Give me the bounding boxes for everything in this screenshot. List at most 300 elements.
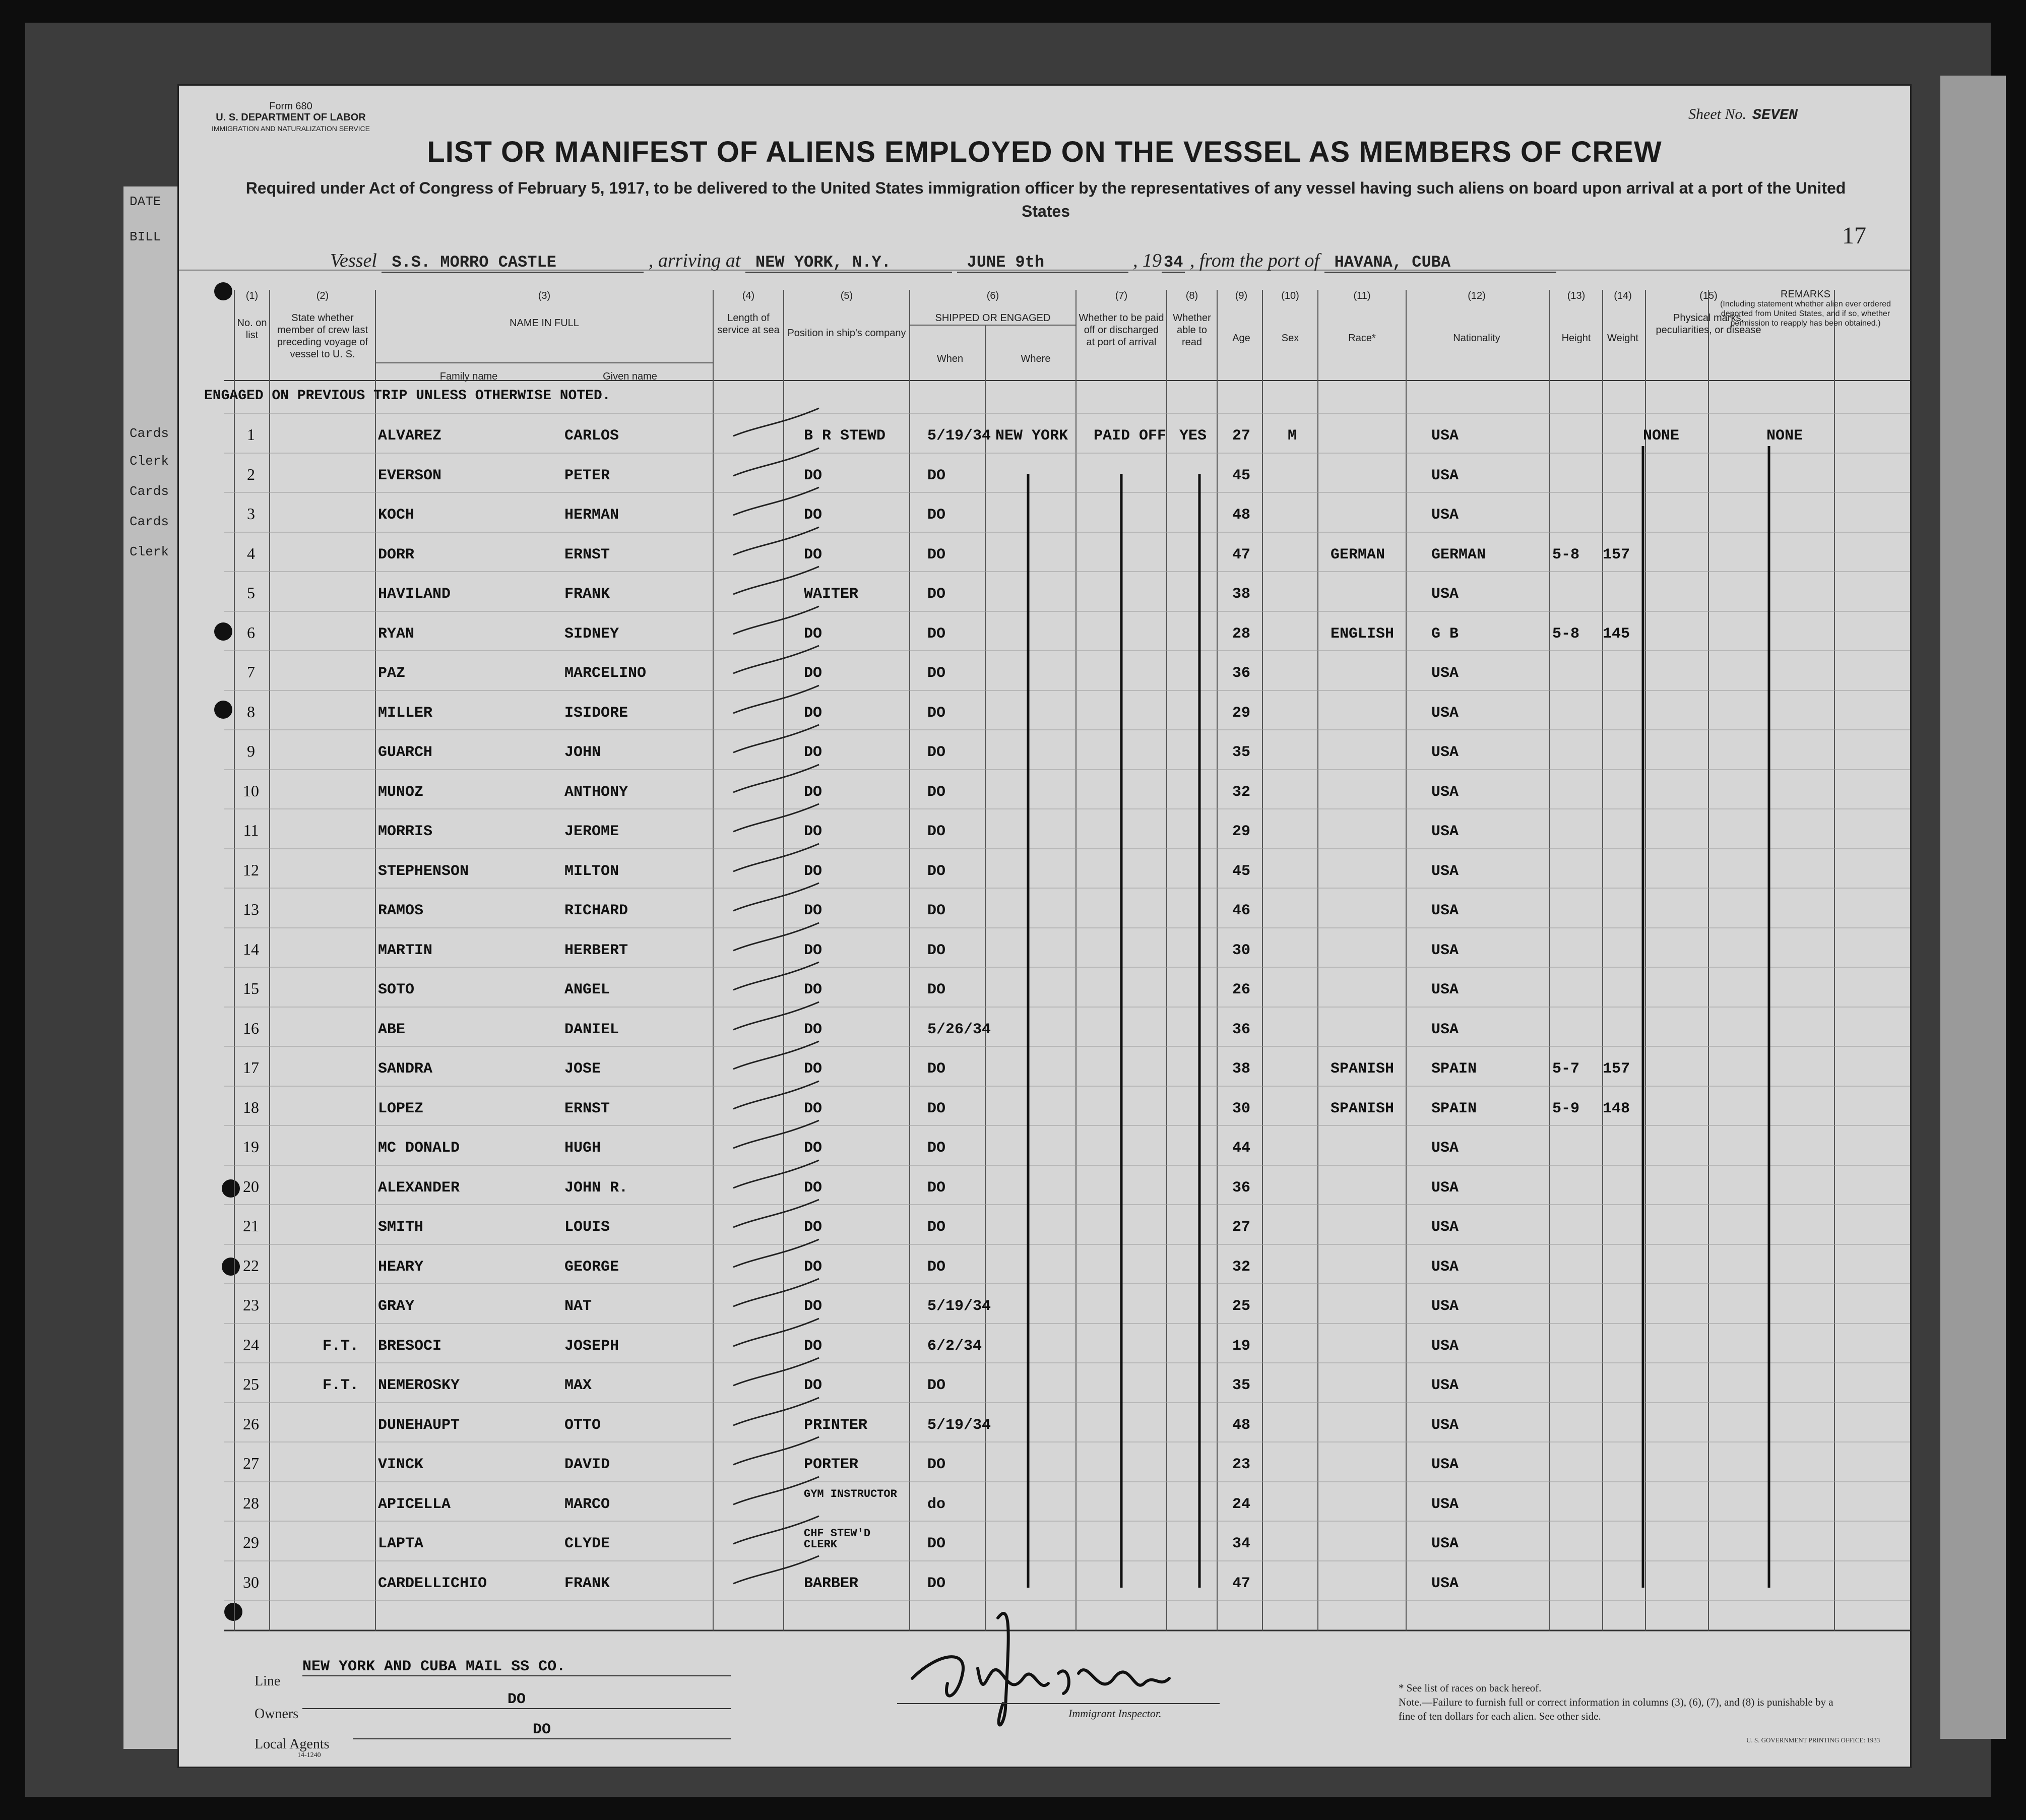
position-cell: DO (804, 1179, 822, 1197)
col-sublabel: Where (1021, 353, 1051, 364)
age-cell: 19 (1232, 1338, 1251, 1355)
col-label: State whether member of crew last preceding voyage of vessel to U. S. (277, 312, 368, 360)
arrival-date: JUNE 9th (957, 253, 1128, 273)
col-label: REMARKS (1781, 289, 1830, 300)
departure-port: HAVANA, CUBA (1324, 253, 1556, 273)
strip-label: BILL (130, 229, 161, 244)
col-num: (2) (316, 290, 329, 301)
section-note: ENGAGED ON PREVIOUS TRIP UNLESS OTHERWISE NOTED. (204, 388, 611, 404)
shipped-when-cell: DO (927, 546, 946, 563)
shipped-when-cell: DO (927, 1575, 946, 1592)
shipped-when-cell: DO (927, 1179, 946, 1197)
row-number: 28 (243, 1494, 259, 1512)
nationality-cell: USA (1431, 1377, 1459, 1394)
remarks-cell: NONE (1766, 427, 1803, 445)
family-name-cell: PAZ (378, 665, 406, 682)
col-label: SHIPPED OR ENGAGED (935, 312, 1051, 324)
able-to-read-cell: YES (1179, 427, 1207, 445)
footnote-penalty: Note.—Failure to furnish full or correct information in columns (3), (6), (7), and (8) is punishable by a fine of ten dollars for each alien. See other side. (1399, 1696, 1833, 1722)
shipped-when-cell: DO (927, 942, 946, 959)
position-cell: PRINTER (804, 1417, 868, 1434)
family-name-cell: MILLER (378, 705, 433, 722)
row-number: 7 (247, 663, 255, 681)
form-number: Form 680 (269, 101, 312, 112)
position-cell: DO (804, 1219, 822, 1236)
nationality-cell: G B (1431, 625, 1459, 643)
family-name-cell: ALVAREZ (378, 427, 442, 445)
family-name-cell: ALEXANDER (378, 1179, 460, 1197)
age-cell: 38 (1232, 1060, 1251, 1078)
shipped-when-cell: DO (927, 467, 946, 484)
given-name-cell: JOHN (564, 744, 601, 761)
family-name-cell: RYAN (378, 625, 415, 643)
given-name-cell: JOHN R. (564, 1179, 628, 1197)
shipped-when-cell: DO (927, 902, 946, 919)
row-number: 13 (243, 900, 259, 918)
position-cell: DO (804, 1338, 822, 1355)
shipped-when-cell: 5/26/34 (927, 1021, 991, 1038)
family-name-cell: MORRIS (378, 823, 433, 840)
row-number: 3 (247, 505, 255, 523)
given-name-cell: FRANK (564, 1575, 610, 1592)
position-cell: DO (804, 784, 822, 801)
shipped-where-cell: NEW YORK (995, 427, 1068, 445)
family-name-cell: VINCK (378, 1456, 424, 1473)
row-number: 2 (247, 465, 255, 483)
nationality-cell: USA (1431, 1496, 1459, 1513)
height-cell: 5-8 (1552, 546, 1580, 563)
nationality-cell: USA (1431, 665, 1459, 682)
col-num: (7) (1115, 290, 1128, 301)
strip-label: Cards (130, 426, 169, 441)
shipped-when-cell: do (927, 1496, 946, 1513)
nationality-cell: USA (1431, 1140, 1459, 1157)
col-label: Physical marks, peculiarities, or disease (1656, 312, 1761, 336)
age-cell: 26 (1232, 981, 1251, 998)
shipped-when-cell: DO (927, 705, 946, 722)
family-name-cell: RAMOS (378, 902, 424, 919)
nationality-cell: USA (1431, 1298, 1459, 1315)
col-header-2 (272, 290, 373, 360)
position-cell: WAITER (804, 586, 859, 603)
line-value: NEW YORK AND CUBA MAIL SS CO. (302, 1658, 731, 1676)
col-num: (1) (245, 290, 259, 301)
age-cell: 29 (1232, 823, 1251, 840)
sheet-number-value: SEVEN (1752, 107, 1798, 124)
height-cell: 5-7 (1552, 1060, 1580, 1078)
col-header-1 (237, 290, 267, 341)
row-number: 16 (243, 1019, 259, 1037)
col-header-14 (1603, 290, 1643, 344)
agents-value: DO (353, 1721, 731, 1739)
family-name-cell: SANDRA (378, 1060, 433, 1078)
row-number: 30 (243, 1573, 259, 1591)
age-cell: 47 (1232, 1575, 1251, 1592)
underlying-card-strip (123, 186, 181, 1749)
shipped-when-cell: 5/19/34 (927, 427, 991, 445)
family-name-cell: LOPEZ (378, 1100, 424, 1117)
owners-label: Owners (255, 1706, 299, 1722)
nationality-cell: USA (1431, 744, 1459, 761)
col-label: Weight (1607, 333, 1638, 344)
position-cell: DO (804, 942, 822, 959)
col-header-5 (786, 290, 907, 339)
family-name-cell: GRAY (378, 1298, 415, 1315)
family-name-cell: EVERSON (378, 467, 442, 484)
shipped-when-cell: DO (927, 1100, 946, 1117)
vessel-name: S.S. MORRO CASTLE (382, 253, 644, 273)
age-cell: 46 (1232, 902, 1251, 919)
position-cell: DO (804, 902, 822, 919)
family-name-cell: SMITH (378, 1219, 424, 1236)
nationality-cell: USA (1431, 981, 1459, 998)
family-name-cell: DORR (378, 546, 415, 563)
col-num: (5) (840, 290, 853, 301)
col-label: Sex (1281, 333, 1299, 344)
shipped-when-cell: DO (927, 784, 946, 801)
given-name-cell: JOSE (564, 1060, 601, 1078)
col-header-11 (1320, 290, 1404, 344)
col-num: (10) (1281, 290, 1299, 301)
col-label: No. on list (237, 318, 267, 341)
position-cell: PORTER (804, 1456, 859, 1473)
position-cell: GYM INSTRUCTOR (804, 1488, 897, 1500)
row-number: 29 (243, 1533, 259, 1551)
age-cell: 27 (1232, 427, 1251, 445)
given-name-cell: FRANK (564, 586, 610, 603)
col-sublabel: (Including statement whether alien ever ordered deported from United States, and if so, whether permission to reapply has been obtained.) (1720, 300, 1891, 328)
age-cell: 45 (1232, 863, 1251, 880)
age-cell: 45 (1232, 467, 1251, 484)
col-num: (12) (1468, 290, 1486, 301)
col-num: (8) (1185, 290, 1198, 301)
position-cell: DO (804, 863, 822, 880)
given-name-cell: JOSEPH (564, 1338, 619, 1355)
col-label: Position in ship's company (787, 328, 906, 339)
age-cell: 30 (1232, 942, 1251, 959)
given-name-cell: MARCELINO (564, 665, 647, 682)
col-sublabel: When (936, 353, 964, 364)
sheet-number (1688, 106, 1798, 124)
col-num: (3) (538, 290, 551, 301)
row-number: 24 (243, 1336, 259, 1354)
shipped-when-cell: DO (927, 507, 946, 524)
row-number: 4 (247, 544, 255, 562)
age-cell: 23 (1232, 1456, 1251, 1473)
age-cell: 24 (1232, 1496, 1251, 1513)
shipped-when-cell: DO (927, 1535, 946, 1552)
printer-imprint: U. S. GOVERNMENT PRINTING OFFICE: 1933 (1746, 1736, 1880, 1744)
col-label: Length of service at sea (717, 312, 780, 336)
col-header-6 (912, 290, 1073, 364)
position-cell: DO (804, 625, 822, 643)
nationality-cell: USA (1431, 942, 1459, 959)
given-name-cell: ISIDORE (564, 705, 628, 722)
given-name-cell: SIDNEY (564, 625, 619, 643)
arrival-year: 34 (1162, 253, 1185, 273)
position-cell: DO (804, 981, 822, 998)
nationality-cell: SPAIN (1431, 1100, 1477, 1117)
family-name-cell: APICELLA (378, 1496, 451, 1513)
shipped-when-cell: DO (927, 1219, 946, 1236)
family-name-cell: GUARCH (378, 744, 433, 761)
row-number: 9 (247, 742, 255, 760)
col-header-12 (1409, 290, 1545, 344)
page-subtitle: Required under Act of Congress of February 5, 1917, to be delivered to the United States immigration officer by the representatives of any vessel having such aliens on board upon arrival at a port of the United States (245, 179, 1846, 220)
nationality-cell: SPAIN (1431, 1060, 1477, 1078)
shipped-when-cell: DO (927, 1377, 946, 1394)
race-cell: GERMAN (1331, 546, 1385, 563)
col-header-8 (1169, 290, 1215, 348)
nationality-cell: USA (1431, 1021, 1459, 1038)
age-cell: 44 (1232, 1140, 1251, 1157)
family-name-cell: ABE (378, 1021, 406, 1038)
age-cell: 48 (1232, 507, 1251, 524)
shipped-when-cell: DO (927, 1259, 946, 1276)
nationality-cell: USA (1431, 863, 1459, 880)
position-cell: DO (804, 1060, 822, 1078)
page-number: 17 (1842, 222, 1866, 249)
shipped-when-cell: DO (927, 1456, 946, 1473)
family-name-cell: MC DONALD (378, 1140, 460, 1157)
given-name-cell: DANIEL (564, 1021, 619, 1038)
col-header-remarks (1711, 290, 1900, 328)
footnote-races: * See list of races on back hereof. (1399, 1682, 1542, 1694)
given-name-cell: NAT (564, 1298, 592, 1315)
family-name-cell: MARTIN (378, 942, 433, 959)
given-name-cell: CLYDE (564, 1535, 610, 1552)
shipped-when-cell: DO (927, 981, 946, 998)
sheet-number-label: Sheet No. (1688, 106, 1746, 122)
row-number: 18 (243, 1098, 259, 1116)
age-cell: 27 (1232, 1219, 1251, 1236)
arrival-port: NEW YORK, N.Y. (745, 253, 952, 273)
age-cell: 28 (1232, 625, 1251, 643)
weight-cell: 157 (1603, 1060, 1630, 1078)
row-number: 19 (243, 1138, 259, 1156)
position-cell: DO (804, 744, 822, 761)
position-cell: DO (804, 1377, 822, 1394)
shipped-when-cell: 5/19/34 (927, 1417, 991, 1434)
age-cell: 48 (1232, 1417, 1251, 1434)
row-number: 15 (243, 979, 259, 997)
nationality-cell: USA (1431, 586, 1459, 603)
given-name-cell: CARLOS (564, 427, 619, 445)
race-cell: ENGLISH (1331, 625, 1395, 643)
col-num: (11) (1353, 290, 1371, 301)
shipped-when-cell: DO (927, 665, 946, 682)
nationality-cell: USA (1431, 467, 1459, 484)
family-name-cell: BRESOCI (378, 1338, 442, 1355)
position-cell: CHF STEW'D CLERK (804, 1527, 871, 1551)
age-cell: 30 (1232, 1100, 1251, 1117)
row-number: 23 (243, 1296, 259, 1314)
col-label: Whether able to read (1173, 312, 1211, 348)
col-header-7 (1079, 290, 1164, 348)
nationality-cell: USA (1431, 1456, 1459, 1473)
given-name-cell: PETER (564, 467, 610, 484)
row-number: 8 (247, 703, 255, 721)
given-name-cell: JEROME (564, 823, 619, 840)
col-label: NAME IN FULL (510, 318, 579, 329)
given-name-cell: MAX (564, 1377, 592, 1394)
given-name-cell: ERNST (564, 546, 610, 563)
line-label: Line (255, 1673, 281, 1689)
shipped-when-cell: DO (927, 586, 946, 603)
family-name-cell: CARDELLICHIO (378, 1575, 487, 1592)
age-cell: 38 (1232, 586, 1251, 603)
row-number: 1 (247, 425, 255, 444)
age-cell: 47 (1232, 546, 1251, 563)
col-sublabel: Family name (439, 371, 498, 382)
nationality-cell: USA (1431, 507, 1459, 524)
age-cell: 36 (1232, 1021, 1251, 1038)
row-number: 20 (243, 1177, 259, 1196)
prev-voyage-cell: F.T. (323, 1338, 359, 1355)
given-name-cell: ERNST (564, 1100, 610, 1117)
position-cell: DO (804, 1100, 822, 1117)
inspector-signature (897, 1578, 1220, 1744)
position-cell: DO (804, 546, 822, 563)
col-header-13 (1552, 290, 1600, 344)
department-name: U. S. DEPARTMENT OF LABOR (216, 112, 366, 123)
given-name-cell: GEORGE (564, 1259, 619, 1276)
race-cell: SPANISH (1331, 1060, 1395, 1078)
col-num: (9) (1235, 290, 1248, 301)
year-prefix: , 19 (1133, 250, 1162, 271)
age-cell: 35 (1232, 1377, 1251, 1394)
form-id-block (212, 101, 370, 134)
nationality-cell: USA (1431, 1179, 1459, 1197)
shipped-when-cell: DO (927, 744, 946, 761)
nationality-cell: USA (1431, 1338, 1459, 1355)
given-name-cell: DAVID (564, 1456, 610, 1473)
nationality-cell: USA (1431, 705, 1459, 722)
col-num: (15) (1699, 290, 1718, 301)
age-cell: 32 (1232, 1259, 1251, 1276)
position-cell: B R STEWD (804, 427, 886, 445)
nationality-cell: USA (1431, 427, 1459, 445)
vessel-label: Vessel (330, 250, 377, 271)
col-label: Height (1561, 333, 1591, 344)
nationality-cell: GERMAN (1431, 546, 1486, 563)
shipped-when-cell: DO (927, 625, 946, 643)
nationality-cell: USA (1431, 1575, 1459, 1592)
position-cell: DO (804, 665, 822, 682)
position-cell: BARBER (804, 1575, 859, 1592)
col-sublabel: Given name (603, 371, 657, 382)
age-cell: 32 (1232, 784, 1251, 801)
nationality-cell: USA (1431, 784, 1459, 801)
given-name-cell: HERMAN (564, 507, 619, 524)
position-cell: DO (804, 1259, 822, 1276)
nationality-cell: USA (1431, 1219, 1459, 1236)
paid-off-cell: PAID OFF (1094, 427, 1167, 445)
col-num: (6) (986, 290, 999, 301)
position-cell: DO (804, 1021, 822, 1038)
row-number: 10 (243, 782, 259, 800)
col-label: Race* (1348, 333, 1376, 344)
prev-voyage-cell: F.T. (323, 1377, 359, 1394)
col-num: (4) (742, 290, 755, 301)
family-name-cell: LAPTA (378, 1535, 424, 1552)
footnote (1399, 1681, 1837, 1723)
col-header-3 (378, 290, 711, 382)
shipped-when-cell: 6/2/34 (927, 1338, 982, 1355)
family-name-cell: NEMEROSKY (378, 1377, 460, 1394)
height-cell: 5-9 (1552, 1100, 1580, 1117)
col-header-9 (1219, 290, 1264, 344)
age-cell: 36 (1232, 1179, 1251, 1197)
row-number: 5 (247, 584, 255, 602)
row-number: 17 (243, 1058, 259, 1077)
position-cell: DO (804, 507, 822, 524)
page-title: LIST OR MANIFEST OF ALIENS EMPLOYED ON THE VESSEL AS MEMBERS OF CREW (427, 136, 1662, 168)
family-name-cell: SOTO (378, 981, 415, 998)
family-name-cell: HEARY (378, 1259, 424, 1276)
given-name-cell: MARCO (564, 1496, 610, 1513)
given-name-cell: RICHARD (564, 902, 628, 919)
given-name-cell: OTTO (564, 1417, 601, 1434)
position-cell: DO (804, 1140, 822, 1157)
shipped-when-cell: DO (927, 1060, 946, 1078)
nationality-cell: USA (1431, 1417, 1459, 1434)
family-name-cell: DUNEHAUPT (378, 1417, 460, 1434)
col-header-10 (1265, 290, 1315, 344)
row-number: 14 (243, 940, 259, 958)
position-cell: DO (804, 823, 822, 840)
strip-label: Cards (130, 514, 169, 529)
col-header-4 (716, 290, 781, 336)
col-label: Whether to be paid off or discharged at port of arrival (1079, 312, 1164, 348)
family-name-cell: MUNOZ (378, 784, 424, 801)
owners-value: DO (302, 1691, 731, 1709)
agents-label: Local Agents (255, 1736, 330, 1752)
service-name: IMMIGRATION AND NATURALIZATION SERVICE (212, 124, 370, 133)
position-cell: DO (804, 467, 822, 484)
row-number: 27 (243, 1454, 259, 1472)
physical-marks-cell: NONE (1643, 427, 1680, 445)
shipped-when-cell: DO (927, 1140, 946, 1157)
age-cell: 35 (1232, 744, 1251, 761)
nationality-cell: USA (1431, 902, 1459, 919)
row-number: 6 (247, 623, 255, 642)
weight-cell: 148 (1603, 1100, 1630, 1117)
given-name-cell: LOUIS (564, 1219, 610, 1236)
strip-label: Clerk (130, 454, 169, 469)
family-name-cell: KOCH (378, 507, 415, 524)
row-number: 22 (243, 1257, 259, 1275)
arriving-label: , arriving at (648, 250, 741, 271)
shipped-when-cell: DO (927, 823, 946, 840)
col-label: Nationality (1453, 333, 1500, 344)
row-number: 12 (243, 861, 259, 879)
strip-label: Cards (130, 484, 169, 499)
given-name-cell: HERBERT (564, 942, 628, 959)
col-label: Age (1232, 333, 1250, 344)
race-cell: SPANISH (1331, 1100, 1395, 1117)
sex-cell: M (1288, 427, 1297, 445)
strip-label: Clerk (130, 544, 169, 559)
age-cell: 29 (1232, 705, 1251, 722)
weight-cell: 157 (1603, 546, 1630, 563)
given-name-cell: ANGEL (564, 981, 610, 998)
row-number: 26 (243, 1415, 259, 1433)
family-name-cell: HAVILAND (378, 586, 451, 603)
nationality-cell: USA (1431, 1535, 1459, 1552)
nationality-cell: USA (1431, 823, 1459, 840)
inspector-label: Immigrant Inspector. (1068, 1707, 1162, 1720)
